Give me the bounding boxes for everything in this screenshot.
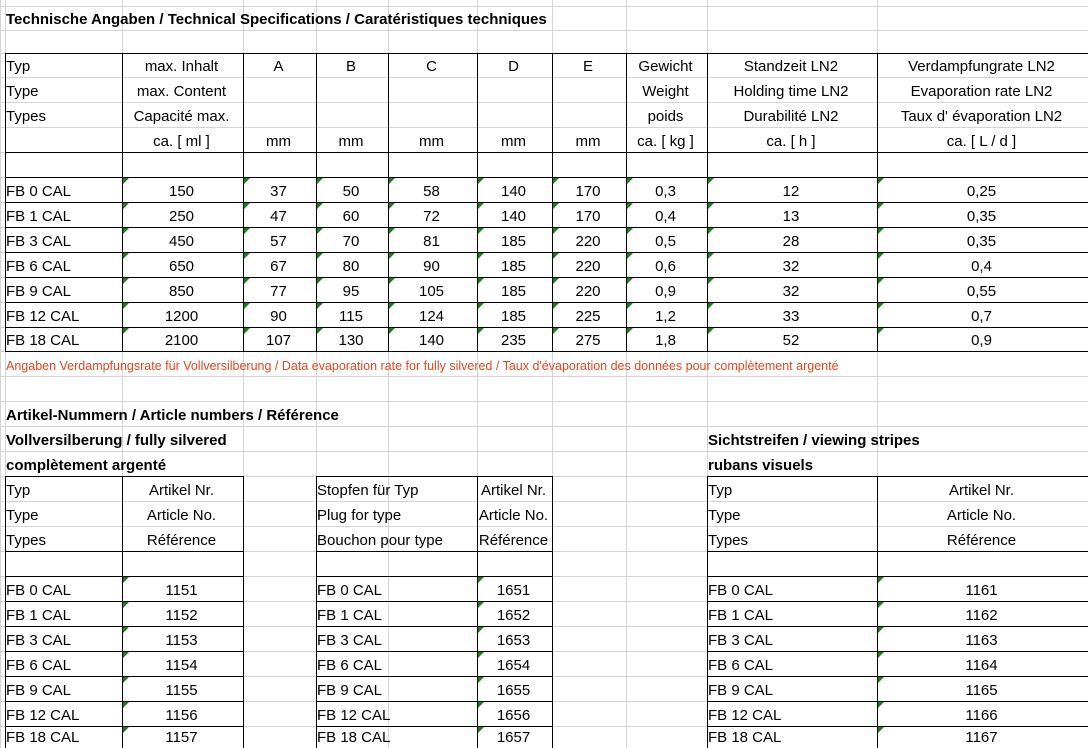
spec-value-cell: 115 (339, 308, 363, 325)
comment-marker-icon (708, 303, 714, 309)
cell-border (0, 526, 1088, 527)
comment-marker-icon (478, 228, 484, 234)
comment-marker-icon (878, 677, 884, 683)
cell-border (5, 327, 1088, 328)
silvered-type-cell: FB 9 CAL (6, 682, 72, 699)
spec-value-cell: 0,3 (655, 183, 676, 200)
spec-value-cell: 72 (423, 208, 440, 225)
spec-value-cell: 225 (575, 308, 601, 325)
cell-border (0, 501, 1088, 502)
comment-marker-icon (478, 278, 484, 284)
spec-value-cell: 250 (168, 208, 195, 225)
comment-marker-icon (478, 203, 484, 209)
spec-value-cell: 105 (418, 283, 445, 300)
plugs-type-cell: FB 3 CAL (317, 632, 383, 649)
stripes-type-cell: FB 6 CAL (708, 657, 774, 674)
spec-value-cell: 58 (423, 183, 440, 200)
comment-marker-icon (478, 328, 484, 334)
cell-border (707, 676, 1088, 677)
stripes-article-cell: 1161 (965, 582, 998, 599)
comment-marker-icon (627, 203, 633, 209)
comment-marker-icon (878, 652, 884, 658)
comment-marker-icon (317, 303, 323, 309)
comment-marker-icon (389, 303, 395, 309)
cell-border (0, 102, 1088, 103)
spec-value-cell: 81 (423, 233, 440, 250)
cell-border (707, 701, 1088, 702)
spec-header-cell: max. Inhalt (144, 58, 219, 75)
spec-header-cell: Typ (6, 58, 31, 75)
comment-marker-icon (627, 228, 633, 234)
comment-marker-icon (878, 303, 884, 309)
comment-marker-icon (553, 278, 559, 284)
comment-marker-icon (878, 328, 884, 334)
silvered-article-cell: 1153 (165, 632, 198, 649)
cell-border (5, 351, 1088, 352)
silvered-article-cell: 1154 (165, 657, 198, 674)
spec-header-cell: Type (6, 83, 39, 100)
silvered-article-cell: 1152 (165, 607, 198, 624)
comment-marker-icon (878, 577, 884, 583)
plugs-type-cell: FB 9 CAL (317, 682, 383, 699)
spec-value-cell: 1,2 (655, 308, 676, 325)
spec-header-cell: mm (266, 133, 291, 150)
comment-marker-icon (317, 203, 323, 209)
stripes-article-cell: 1165 (965, 682, 998, 699)
plugs-type-cell: FB 6 CAL (317, 657, 383, 674)
stripes-header-value: Artikel Nr. (948, 482, 1014, 499)
spec-header-cell: mm (338, 133, 364, 150)
spec-value-cell: 2100 (164, 332, 199, 349)
spec-header-cell: D (508, 58, 519, 75)
stripes-article-cell: 1164 (965, 657, 998, 674)
spec-value-cell: 80 (342, 258, 360, 275)
spec-header-cell: mm (419, 133, 444, 150)
comment-marker-icon (244, 228, 250, 234)
comment-marker-icon (878, 178, 884, 184)
spec-header-cell: ca. [ h ] (766, 133, 816, 150)
spec-value-cell: 32 (782, 258, 800, 275)
comment-marker-icon (317, 228, 323, 234)
comment-marker-icon (244, 203, 250, 209)
cell-border (316, 576, 552, 577)
comment-marker-icon (244, 328, 250, 334)
spec-header-cell: Types (6, 108, 47, 125)
cell-border (316, 701, 552, 702)
cell-border (0, 0, 1, 748)
articles-title: Artikel-Nummern / Article numbers / Référence (6, 407, 339, 424)
comment-marker-icon (123, 253, 129, 259)
cell-border (5, 302, 1088, 303)
spec-value-cell: 450 (168, 233, 195, 250)
silvered-header-value: Référence (146, 532, 217, 549)
spec-header-cell: max. Content (136, 83, 227, 100)
silvered-type-cell: FB 1 CAL (6, 607, 72, 624)
comment-marker-icon (244, 178, 250, 184)
comment-marker-icon (478, 702, 484, 708)
silvered-header-value: Artikel Nr. (148, 482, 214, 499)
spec-value-cell: 0,35 (966, 233, 997, 250)
comment-marker-icon (708, 203, 714, 209)
cell-border (707, 726, 1088, 727)
spec-header-cell: C (426, 58, 437, 75)
spec-header-cell: Capacité max. (133, 108, 230, 125)
spec-value-cell: 185 (500, 308, 527, 325)
cell-border (552, 476, 553, 748)
spec-value-cell: 0,4 (655, 208, 676, 225)
comment-marker-icon (878, 627, 884, 633)
spec-value-cell: 170 (575, 183, 601, 200)
silvered-header-value: Article No. (146, 507, 217, 524)
comment-marker-icon (553, 178, 559, 184)
stripes-article-cell: 1166 (965, 707, 998, 724)
spec-value-cell: 0,55 (966, 283, 997, 300)
spec-type-cell: FB 3 CAL (6, 233, 72, 250)
comment-marker-icon (708, 178, 714, 184)
silvered-type-cell: FB 6 CAL (6, 657, 72, 674)
cell-border (5, 476, 243, 477)
comment-marker-icon (553, 328, 559, 334)
spec-value-cell: 107 (265, 332, 292, 349)
comment-marker-icon (123, 577, 129, 583)
silvered-header-label: Type (6, 507, 39, 524)
plugs-header-label: Plug for type (317, 507, 402, 524)
cell-border (0, 401, 1088, 402)
stripes-article-cell: 1163 (965, 632, 998, 649)
spec-value-cell: 185 (500, 233, 527, 250)
spec-value-cell: 140 (418, 332, 445, 349)
comment-marker-icon (123, 178, 129, 184)
plugs-header-value: Article No. (478, 507, 549, 524)
spec-value-cell: 150 (168, 183, 195, 200)
plugs-article-cell: 1655 (496, 682, 531, 699)
comment-marker-icon (708, 278, 714, 284)
spec-header-cell: ca. [ L / d ] (946, 133, 1017, 150)
cell-border (316, 601, 552, 602)
comment-marker-icon (123, 228, 129, 234)
spec-value-cell: 220 (575, 258, 601, 275)
comment-marker-icon (389, 203, 395, 209)
comment-marker-icon (244, 278, 250, 284)
cell-border (5, 53, 1088, 54)
spec-value-cell: 95 (342, 283, 360, 300)
spec-value-cell: 0,9 (655, 283, 676, 300)
spec-header-cell: poids (647, 108, 684, 125)
spec-header-cell: mm (501, 133, 526, 150)
silvered-subtitle: complètement argenté (6, 457, 167, 474)
comment-marker-icon (627, 278, 633, 284)
spec-value-cell: 32 (782, 283, 800, 300)
comment-marker-icon (317, 253, 323, 259)
silvered-article-cell: 1155 (165, 682, 198, 699)
cell-border (707, 551, 1088, 552)
spec-header-cell: ca. [ ml ] (153, 133, 210, 150)
comment-marker-icon (627, 178, 633, 184)
spec-type-cell: FB 0 CAL (6, 183, 72, 200)
spec-value-cell: 0,5 (655, 233, 676, 250)
comment-marker-icon (123, 602, 129, 608)
silvered-type-cell: FB 12 CAL (6, 707, 80, 724)
silvered-article-cell: 1151 (165, 582, 198, 599)
comment-marker-icon (553, 203, 559, 209)
plugs-article-cell: 1651 (496, 582, 531, 599)
spec-value-cell: 220 (575, 283, 601, 300)
spec-value-cell: 77 (270, 283, 287, 300)
comment-marker-icon (317, 278, 323, 284)
comment-marker-icon (389, 328, 395, 334)
spec-header-cell: mm (575, 133, 601, 150)
comment-marker-icon (317, 328, 323, 334)
comment-marker-icon (478, 577, 484, 583)
spec-value-cell: 0,6 (655, 258, 676, 275)
stripes-subtitle: rubans visuels (708, 457, 814, 474)
comment-marker-icon (123, 652, 129, 658)
comment-marker-icon (878, 727, 884, 733)
spec-header-cell: E (582, 58, 593, 75)
comment-marker-icon (123, 702, 129, 708)
cell-border (707, 576, 1088, 577)
silvered-type-cell: FB 18 CAL (6, 729, 80, 746)
plugs-header-label: Stopfen für Typ (317, 482, 419, 499)
spec-value-cell: 140 (500, 183, 527, 200)
spec-value-cell: 33 (782, 308, 800, 325)
stripes-header-label: Typ (708, 482, 733, 499)
stripes-article-cell: 1167 (965, 729, 998, 746)
spec-value-cell: 90 (423, 258, 440, 275)
cell-border (707, 476, 1088, 477)
stripes-type-cell: FB 0 CAL (708, 582, 774, 599)
cell-border (243, 476, 244, 748)
spec-header-cell: Verdampfungrate LN2 (908, 58, 1055, 75)
comment-marker-icon (244, 303, 250, 309)
silvered-title: Vollversilberung / fully silvered (6, 432, 227, 449)
cell-border (316, 626, 552, 627)
cell-border (5, 177, 1088, 178)
spec-value-cell: 67 (270, 258, 287, 275)
silvered-type-cell: FB 0 CAL (6, 582, 72, 599)
comment-marker-icon (317, 178, 323, 184)
comment-marker-icon (389, 278, 395, 284)
stripes-type-cell: FB 9 CAL (708, 682, 774, 699)
comment-marker-icon (478, 178, 484, 184)
spec-header-cell: Weight (642, 83, 689, 100)
stripes-type-cell: FB 18 CAL (708, 729, 782, 746)
spec-header-cell: Evaporation rate LN2 (910, 83, 1053, 100)
comment-marker-icon (123, 278, 129, 284)
comment-marker-icon (708, 253, 714, 259)
comment-marker-icon (478, 602, 484, 608)
comment-marker-icon (123, 303, 129, 309)
comment-marker-icon (627, 303, 633, 309)
spec-value-cell: 0,9 (971, 332, 992, 349)
cell-border (5, 202, 1088, 203)
comment-marker-icon (878, 278, 884, 284)
spec-value-cell: 28 (782, 233, 800, 250)
comment-marker-icon (478, 627, 484, 633)
spec-value-cell: 70 (342, 233, 360, 250)
cell-border (5, 551, 243, 552)
spec-header-cell: Durabilité LN2 (743, 108, 839, 125)
spec-value-cell: 52 (782, 332, 800, 349)
silvered-header-label: Typ (6, 482, 31, 499)
evaporation-note: Angaben Verdampfungsrate für Vollversilberung / Data evaporation rate for fully silvered / Taux d'évaporation des données pour complètement argenté (6, 359, 839, 373)
comment-marker-icon (553, 303, 559, 309)
cell-border (5, 252, 1088, 253)
plugs-article-cell: 1656 (496, 707, 531, 724)
spec-value-cell: 124 (418, 308, 445, 325)
comment-marker-icon (389, 228, 395, 234)
spec-header-cell: Holding time LN2 (733, 83, 849, 100)
comment-marker-icon (389, 178, 395, 184)
comment-marker-icon (123, 203, 129, 209)
cell-border (0, 77, 1088, 78)
plugs-article-cell: 1657 (496, 729, 531, 746)
comment-marker-icon (878, 253, 884, 259)
stripes-header-label: Type (708, 507, 741, 524)
stripes-header-value: Article No. (946, 507, 1017, 524)
plugs-header-value: Artikel Nr. (480, 482, 546, 499)
plugs-article-cell: 1653 (496, 632, 531, 649)
comment-marker-icon (627, 328, 633, 334)
spec-value-cell: 37 (270, 183, 287, 200)
comment-marker-icon (878, 602, 884, 608)
comment-marker-icon (123, 627, 129, 633)
spec-header-cell: Standzeit LN2 (743, 58, 839, 75)
comment-marker-icon (627, 253, 633, 259)
silvered-header-label: Types (6, 532, 47, 549)
comment-marker-icon (878, 203, 884, 209)
comment-marker-icon (478, 253, 484, 259)
spec-value-cell: 50 (342, 183, 360, 200)
cell-border (5, 277, 1088, 278)
spec-value-cell: 57 (270, 233, 287, 250)
spec-value-cell: 140 (500, 208, 527, 225)
silvered-article-cell: 1156 (165, 707, 198, 724)
spec-value-cell: 275 (575, 332, 601, 349)
spec-type-cell: FB 1 CAL (6, 208, 72, 225)
cell-border (316, 726, 552, 727)
cell-border (0, 451, 1088, 452)
plugs-type-cell: FB 18 CAL (317, 729, 391, 746)
spec-value-cell: 235 (500, 332, 527, 349)
spec-value-cell: 850 (168, 283, 195, 300)
cell-border (5, 227, 1088, 228)
cell-border (0, 376, 1088, 377)
cell-border (0, 30, 1088, 31)
stripes-type-cell: FB 3 CAL (708, 632, 774, 649)
cell-border (316, 651, 552, 652)
spec-value-cell: 90 (270, 308, 287, 325)
comment-marker-icon (478, 727, 484, 733)
spec-type-cell: FB 12 CAL (6, 308, 80, 325)
spec-value-cell: 185 (500, 283, 527, 300)
spec-value-cell: 170 (575, 208, 601, 225)
spec-type-cell: FB 9 CAL (6, 283, 72, 300)
plugs-type-cell: FB 12 CAL (317, 707, 391, 724)
spec-value-cell: 0,7 (971, 308, 992, 325)
comment-marker-icon (478, 652, 484, 658)
spec-value-cell: 0,25 (966, 183, 997, 200)
spec-value-cell: 1200 (164, 308, 199, 325)
cell-border (707, 651, 1088, 652)
spec-value-cell: 0,35 (966, 208, 997, 225)
spec-value-cell: 13 (782, 208, 800, 225)
silvered-type-cell: FB 3 CAL (6, 632, 72, 649)
spec-value-cell: 0,4 (971, 258, 992, 275)
comment-marker-icon (389, 253, 395, 259)
spec-value-cell: 130 (338, 332, 364, 349)
cell-border (0, 6, 1088, 7)
stripes-type-cell: FB 12 CAL (708, 707, 782, 724)
spec-header-cell: ca. [ kg ] (637, 133, 694, 150)
plugs-header-value: Référence (478, 532, 549, 549)
spec-value-cell: 650 (168, 258, 195, 275)
page-title: Technische Angaben / Technical Specifications / Caratéristiques techniques (6, 11, 547, 28)
spec-value-cell: 1,8 (655, 332, 676, 349)
stripes-type-cell: FB 1 CAL (708, 607, 774, 624)
comment-marker-icon (478, 303, 484, 309)
spec-header-cell: Gewicht (638, 58, 693, 75)
cell-border (0, 127, 1088, 128)
comment-marker-icon (553, 228, 559, 234)
spec-header-cell: Taux d' évaporation LN2 (900, 108, 1063, 125)
cell-border (707, 626, 1088, 627)
comment-marker-icon (708, 328, 714, 334)
cell-border (5, 152, 1088, 153)
stripes-title: Sichtstreifen / viewing stripes (708, 432, 920, 449)
cell-border (316, 476, 552, 477)
plugs-article-cell: 1654 (496, 657, 531, 674)
plugs-type-cell: FB 0 CAL (317, 582, 383, 599)
spec-value-cell: 220 (575, 233, 601, 250)
spec-type-cell: FB 18 CAL (6, 332, 80, 349)
cell-border (316, 676, 552, 677)
comment-marker-icon (123, 677, 129, 683)
comment-marker-icon (878, 228, 884, 234)
spec-value-cell: 60 (342, 208, 360, 225)
stripes-article-cell: 1162 (965, 607, 998, 624)
comment-marker-icon (123, 727, 129, 733)
comment-marker-icon (708, 228, 714, 234)
plugs-type-cell: FB 1 CAL (317, 607, 383, 624)
plugs-header-label: Bouchon pour type (317, 532, 443, 549)
spec-type-cell: FB 6 CAL (6, 258, 72, 275)
spec-value-cell: 12 (782, 183, 800, 200)
comment-marker-icon (123, 328, 129, 334)
comment-marker-icon (478, 677, 484, 683)
cell-border (0, 426, 1088, 427)
cell-border (316, 551, 552, 552)
cell-border (707, 601, 1088, 602)
spec-value-cell: 185 (500, 258, 527, 275)
spec-value-cell: 47 (270, 208, 287, 225)
comment-marker-icon (244, 253, 250, 259)
stripes-header-label: Types (708, 532, 749, 549)
stripes-header-value: Référence (946, 532, 1017, 549)
comment-marker-icon (878, 702, 884, 708)
spec-header-cell: A (273, 58, 284, 75)
comment-marker-icon (553, 253, 559, 259)
silvered-article-cell: 1157 (165, 729, 198, 746)
plugs-article-cell: 1652 (496, 607, 531, 624)
spec-header-cell: B (345, 58, 356, 75)
